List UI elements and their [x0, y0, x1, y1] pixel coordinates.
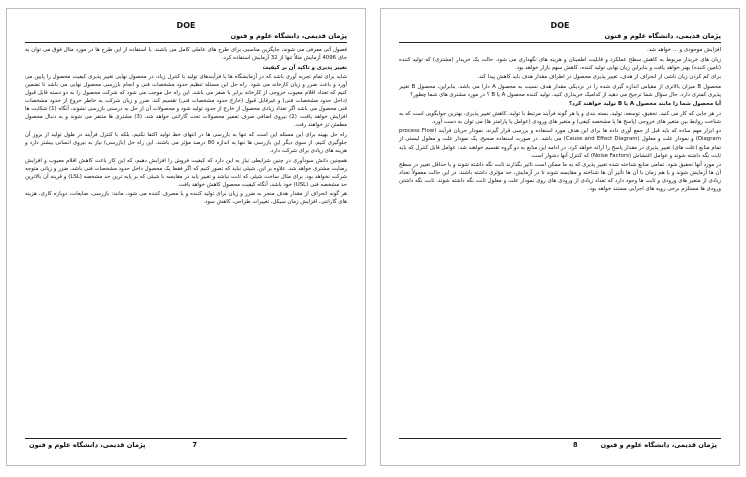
paragraph: همچنین دانش سودآوری در چنین شرایطی نیاز به این دارد که کیفیت فروش را افزایش دهیم، که این کار باعث کاهش اقلام معیوب و افزایش رضایت مشتری خواهد شد. علاوه بر این، شیئی نباید که تصور کنیم که اگر فقط یک محصول داخل حدود مشخصات فنی باشد، ضرر و زیانی متوجه شرکت نخواهد بود. برای مثال ساخت شیئی که ثابت نباشد و تغییر یابد در مقایسه با شیئی که بر پایه ترین حد مشخصه (LSL) و قرینه آن بالاترین حد مشخصه فنی (USL) خود باشد، آنگاه کیفیت محصول کاهش خواهد یافت. — [25, 157, 347, 188]
paragraph: راه حل بهینه برای این مسئله این است که تنها به بازرسی ها در انتهای خط تولید اکتفا نکنیم، بلکه با کنترل فرآیند در طول تولید از بروز آن جلوگیری کنیم. از سوی دیگر این بازرسی ها تنها به اندازه 80 درصد مؤثر می باشند. این راه حل (بازرسی) نیاز به نیروی انسانی بیشتر دارد و هزینه های زیادی برای شرکت دارد. — [25, 131, 347, 155]
paragraph: فصول آتی معرفی می شوند، جایگزین مناسبی برای طرح های عاملی کامل می باشند. با استفاده از این طرح ها در مورد مثال فوق می توان به جای 4096 آزمایش مثلاً تنها از 32 آزمایش استفاده کرد. — [25, 47, 347, 62]
paragraph: شاید برای تمام تجربه آوری باشد که در آزمایشگاه ها یا فرآیندهای تولید با کنترل زیاد، در محصول نهایی تغییر پذیری کیفیت محصول را پایین می آورد و باعث ضرر و زیان کارخانه می شود. راه حل این مسئله تنظیم حدود مشخصات فنی و انجام بازرسی محصول نهایی می باشد تا تضمین کنیم که تعداد اقلام معیوب خروجی از کارخانه برابر با صفر می باشد. این راه حل موجب می شود که شرکت محصول را به دو دسته قابل قبول (داخل حدود مشخصات فنی) و غیرقابل قبول (خارج حدود مشخصات فنی) تقسیم کند. ضرر و زیان شرکت به خاطر خروج از حدود مشخصات فنی محصول می باشد اگر تعداد زیادی محصول از خارج از حدود تولید شود و محصولات آن از حل به درستی بازرسی نشوند، آنگاه (1) شکایت ها افزایش خواهد یافت، (2) نیروی اضافی صرف تعمیر محصولات تحت گارانتی خواهد شد، (3) مشتری ها متنفر می شوند و به دنبال محصول مطمئن تر خواهند رفت. — [25, 74, 347, 129]
page-header-author: پژمان قدیمی، دانشگاه علوم و فنون — [399, 32, 721, 43]
page-footer — [399, 438, 721, 451]
paragraph: دو ابزار مهم ساده که باید قبل از جمع آوری داده ها برای این هدف مورد استفاده و بررسی قرار گیرند، نمودار جریان فرآیند (process Flow Diagram) و نمودار علت و معلول (Cause and Effect Diagram) می باشد. در صورت استفاده صحیح، یک نمودار علت و معلول لیستی از تمام منابع (علت های) تغییر پذیری در مقدار پاسخ را ارائه خواهد کرد. در ادامه این منابع به دو گروه تقسیم خواهند شد: عوامل قابل کنترل که باید ثابت نگه داشته شوند و عوامل اغتشاش (Noise Factors) که کنترل آنها دشوار است. — [399, 128, 721, 159]
page-header-code: DOE — [550, 21, 570, 30]
page-header-code: DOE — [176, 21, 196, 30]
paragraph: محصول B میزان بالاتری از مقیاس اندازه گیری شده را در نزدیکی مقدار هدف نسبت به محصول A دارا می باشد. بنابراین، محصول B تغییر پذیری کمتری دارد. حال سؤال شما ترجیح می دهید از کدامیک خریداری کنید. تولید کننده محصول A یا B ؟ در مورد مشتری های شما چطور؟ — [399, 83, 721, 98]
paragraph: برای کم کردن زیان ناشی از انحراف از هدف، تغییر پذیری محصول در اطراف مقدار هدف باید کاهش پیدا کند. — [477, 74, 721, 81]
page-body — [399, 46, 721, 193]
page-number: 7 — [192, 441, 197, 449]
paragraph: در مورد آنها تحقیق شود. تمامی منابع شناخته شده تغییر پذیری که به ما ممکن است تاثیر بگذارند ثابت نگه داشته شوند و با حداقل تغییر در سطح آن ها آزمایش شوند و یا هم زمان با آن ها تأثیر آن ها شناخته و مقایسه شوند تا در آزمایش، حد مؤثری داشته باشند. در این حالت معمولاً تعداد زیادی از متغیر های ورودی و ثابت ها وجود دارد که تعداد زیادی از ورودی های روی نمودار علت و معلول ثابت نگه داشته شوند. ثابت نگه داشتن ورودی ها مستلزم برخی رویه های اجرایی مستند خواهد بود. — [399, 162, 721, 193]
page-footer — [25, 438, 347, 451]
paragraph: هر گونه انحراف از مقدار هدف منجر به ضرر و زیان برای تولید کننده و یا مصرف کننده می شود، مانند: بازرسی، ضایعات، دوباره کاری، هزینه های گارانتی، افزایش زمان سیکل، تغییرات طراحی، کاهش سود. — [25, 191, 347, 206]
paragraph: زیان های خریدار مربوط به کاهش سطح عملکرد و قابلیت اطمینان و هزینه های نگهداری می شود. حالت یک خریدار (مشتری) که تولید کننده (تامین کننده) بهتر خواهد یافت و بنابراین زیان نهایی تولید کننده، کاهش سهم بازار خواهد بود. — [399, 56, 721, 71]
right-page — [380, 8, 740, 466]
page-header-author: پژمان قدیمی، دانشگاه علوم و فنون — [25, 32, 347, 43]
section-heading: تغییر پذیری و تاکید آن بر کیفیت — [262, 64, 347, 71]
footer-author: پژمان قدیمی، دانشگاه علوم و فنون — [600, 441, 717, 449]
bold-question: آیا محصول شما را مانند محصول A یا B تولید خواهند کرد؟ — [569, 101, 721, 108]
footer-author: پژمان قدیمی، دانشگاه علوم و فنون — [29, 441, 146, 449]
paragraph: افزایش موجودی و ... خواهد شد. — [647, 47, 721, 53]
paragraph: در هر جایی که کار می کنید، تحقیق، توسعه، تولید، بسته بندی و یا هر گونه فرآیند مرتبط با تولید، کاهش تغییر پذیری، بهترین جوابگویی است که به شناخت روابط بین متغیر های خروجی (پاسخ ها یا مشخصه کیفی) و متغیر های ورودی (عوامل یا پارامتر ها) می توان به دست آورد. — [399, 110, 721, 125]
page-body — [25, 46, 347, 206]
page-number: 8 — [573, 441, 578, 449]
left-page — [6, 8, 366, 466]
